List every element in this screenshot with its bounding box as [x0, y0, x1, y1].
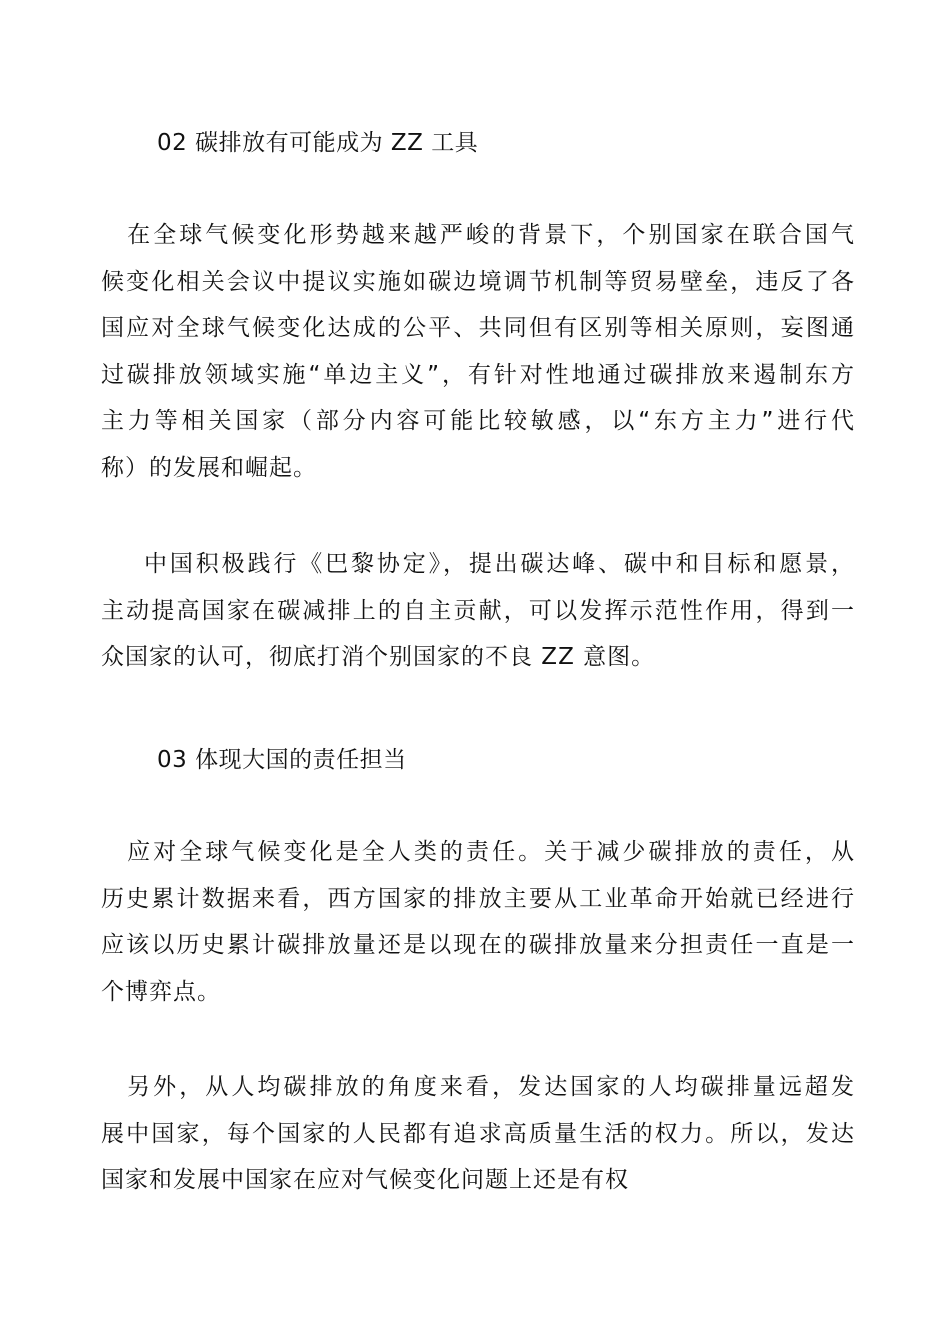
text-line: 应对全球气候变化是全人类的责任。关于减少碳排放的责任，从	[101, 839, 855, 865]
paragraph-paris-agreement	[101, 541, 855, 681]
section-heading-02: 02 碳排放有可能成为 ZZ 工具	[157, 130, 479, 156]
text-line: 历史累计数据来看，西方国家的排放主要从工业革命开始就已经进行	[101, 885, 855, 912]
paragraph-climate-background	[101, 212, 855, 491]
text-line: 称）的发展和崛起。	[101, 454, 317, 481]
text-line: 展中国家，每个国家的人民都有追求高质量生活的权力。所以，发达	[101, 1120, 855, 1147]
text-line: 主动提高国家在碳减排上的自主贡献，可以发挥示范性作用，得到一	[101, 597, 855, 624]
text-line: 过碳排放领域实施“单边主义”，有针对性地通过碳排放来遏制东方	[101, 361, 855, 388]
text-line: 国应对全球气候变化达成的公平、共同但有区别等相关原则，妄图通	[101, 315, 855, 341]
text-line: 个博弈点。	[101, 978, 221, 1005]
text-line: 候变化相关会议中提议实施如碳边境调节机制等贸易壁垒，违反了各	[101, 268, 855, 295]
paragraph-human-responsibility	[101, 829, 855, 1015]
section-heading-03: 03 体现大国的责任担当	[157, 747, 407, 773]
text-line: 众国家的认可，彻底打消个别国家的不良 ZZ 意图。	[101, 644, 656, 670]
paragraph-per-capita-emissions	[101, 1064, 855, 1204]
text-line: 国家和发展中国家在应对气候变化问题上还是有权	[101, 1167, 629, 1193]
text-line: 中国积极践行《巴黎协定》，提出碳达峰、碳中和目标和愿景，	[144, 551, 855, 577]
text-line: 另外，从人均碳排放的角度来看，发达国家的人均碳排量远超发	[101, 1074, 855, 1100]
text-line: 主力等相关国家（部分内容可能比较敏感，以“东方主力”进行代	[101, 408, 855, 434]
text-line: 应该以历史累计碳排放量还是以现在的碳排放量来分担责任一直是一	[101, 932, 855, 958]
text-line: 在全球气候变化形势越来越严峻的背景下，个别国家在联合国气	[101, 222, 855, 248]
